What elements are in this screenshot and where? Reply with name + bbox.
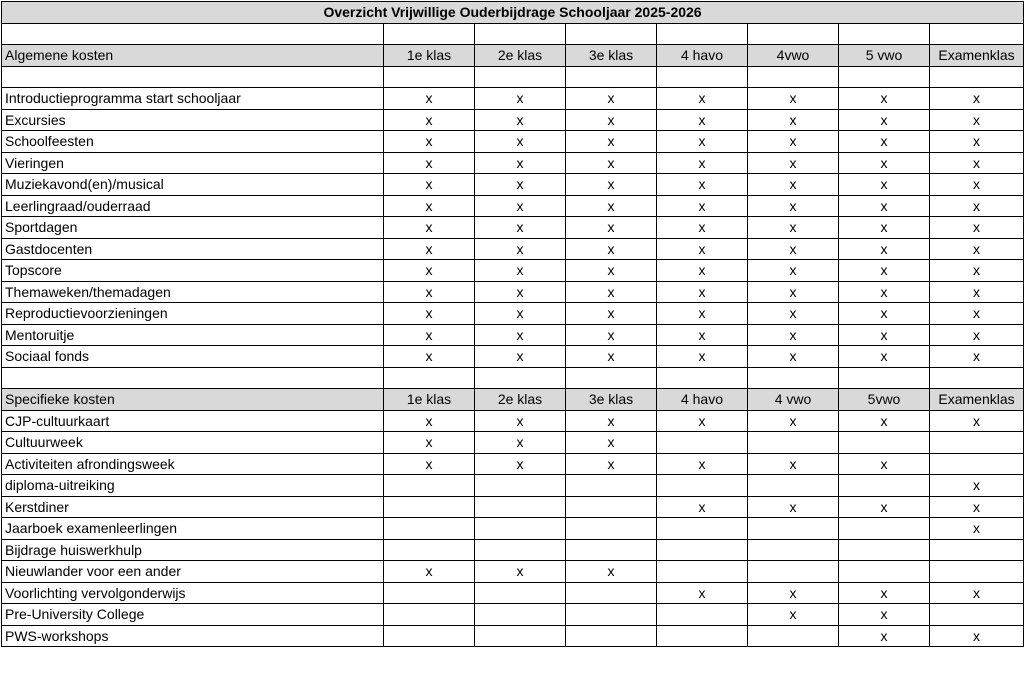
mark-cell[interactable]: x	[657, 88, 748, 110]
mark-cell[interactable]	[475, 496, 566, 518]
mark-cell[interactable]: x	[566, 131, 657, 153]
column-header[interactable]: 4vwo	[748, 45, 839, 67]
mark-cell[interactable]: x	[566, 346, 657, 368]
table-row	[2, 195, 1024, 217]
column-header[interactable]: 2e klas	[475, 45, 566, 67]
empty-cell[interactable]	[384, 66, 475, 88]
mark-cell[interactable]: x	[930, 496, 1024, 518]
mark-cell[interactable]: x	[748, 303, 839, 325]
mark-cell[interactable]: x	[839, 625, 930, 647]
column-header[interactable]: 3e klas	[566, 45, 657, 67]
mark-cell[interactable]: x	[475, 561, 566, 583]
mark-cell[interactable]: x	[384, 195, 475, 217]
row-label[interactable]: Leerlingraad/ouderraad	[2, 195, 384, 217]
mark-cell[interactable]: x	[748, 453, 839, 475]
mark-cell[interactable]	[839, 475, 930, 497]
mark-cell[interactable]: x	[566, 324, 657, 346]
mark-cell[interactable]: x	[384, 152, 475, 174]
mark-cell[interactable]: x	[475, 324, 566, 346]
table-row	[2, 561, 1024, 583]
blank-row	[2, 367, 1024, 389]
table-row	[2, 281, 1024, 303]
mark-cell[interactable]: x	[930, 260, 1024, 282]
mark-cell[interactable]: x	[384, 281, 475, 303]
mark-cell[interactable]: x	[384, 174, 475, 196]
mark-cell[interactable]: x	[475, 260, 566, 282]
mark-cell[interactable]	[748, 561, 839, 583]
mark-cell[interactable]	[930, 539, 1024, 561]
table-row	[2, 109, 1024, 131]
row-label[interactable]: Cultuurweek	[2, 432, 384, 454]
section-heading[interactable]: Algemene kosten	[2, 45, 384, 67]
empty-cell[interactable]	[748, 66, 839, 88]
mark-cell[interactable]: x	[657, 324, 748, 346]
mark-cell[interactable]	[930, 453, 1024, 475]
mark-cell[interactable]: x	[475, 303, 566, 325]
mark-cell[interactable]: x	[657, 346, 748, 368]
mark-cell[interactable]: x	[657, 496, 748, 518]
mark-cell[interactable]	[657, 561, 748, 583]
mark-cell[interactable]: x	[657, 410, 748, 432]
mark-cell[interactable]: x	[839, 195, 930, 217]
row-label[interactable]: Vieringen	[2, 152, 384, 174]
mark-cell[interactable]	[930, 604, 1024, 626]
mark-cell[interactable]: x	[384, 410, 475, 432]
mark-cell[interactable]: x	[748, 281, 839, 303]
mark-cell[interactable]: x	[748, 152, 839, 174]
mark-cell[interactable]: x	[748, 238, 839, 260]
mark-cell[interactable]: x	[930, 238, 1024, 260]
table-row	[2, 453, 1024, 475]
mark-cell[interactable]: x	[930, 625, 1024, 647]
mark-cell[interactable]	[566, 625, 657, 647]
empty-cell[interactable]	[475, 66, 566, 88]
mark-cell[interactable]: x	[475, 109, 566, 131]
mark-cell[interactable]: x	[748, 604, 839, 626]
empty-cell[interactable]	[384, 23, 475, 45]
row-label[interactable]: Voorlichting vervolgonderwijs	[2, 582, 384, 604]
mark-cell[interactable]: x	[566, 453, 657, 475]
mark-cell[interactable]	[384, 604, 475, 626]
mark-cell[interactable]: x	[839, 410, 930, 432]
mark-cell[interactable]: x	[930, 88, 1024, 110]
mark-cell[interactable]: x	[475, 432, 566, 454]
column-header[interactable]: Examenklas	[930, 45, 1024, 67]
mark-cell[interactable]	[566, 496, 657, 518]
mark-cell[interactable]: x	[839, 496, 930, 518]
mark-cell[interactable]	[748, 625, 839, 647]
row-label[interactable]: Reproductievoorzieningen	[2, 303, 384, 325]
mark-cell[interactable]: x	[475, 281, 566, 303]
column-header[interactable]: 2e klas	[475, 389, 566, 411]
empty-cell[interactable]	[2, 367, 384, 389]
mark-cell[interactable]	[566, 475, 657, 497]
mark-cell[interactable]: x	[566, 195, 657, 217]
mark-cell[interactable]	[657, 604, 748, 626]
mark-cell[interactable]	[748, 432, 839, 454]
section-header-row	[2, 389, 1024, 411]
mark-cell[interactable]: x	[839, 174, 930, 196]
row-label[interactable]: Mentoruitje	[2, 324, 384, 346]
empty-cell[interactable]	[384, 367, 475, 389]
mark-cell[interactable]	[657, 432, 748, 454]
mark-cell[interactable]: x	[657, 260, 748, 282]
mark-cell[interactable]: x	[657, 582, 748, 604]
mark-cell[interactable]: x	[566, 109, 657, 131]
mark-cell[interactable]	[384, 582, 475, 604]
table-row	[2, 582, 1024, 604]
mark-cell[interactable]: x	[748, 324, 839, 346]
table-row	[2, 324, 1024, 346]
mark-cell[interactable]: x	[930, 303, 1024, 325]
mark-cell[interactable]	[384, 496, 475, 518]
mark-cell[interactable]: x	[839, 109, 930, 131]
mark-cell[interactable]: x	[657, 281, 748, 303]
empty-cell[interactable]	[930, 66, 1024, 88]
mark-cell[interactable]	[657, 625, 748, 647]
mark-cell[interactable]: x	[475, 131, 566, 153]
column-header[interactable]: 1e klas	[384, 389, 475, 411]
mark-cell[interactable]: x	[475, 88, 566, 110]
mark-cell[interactable]	[657, 539, 748, 561]
row-label[interactable]: Muziekavond(en)/musical	[2, 174, 384, 196]
mark-cell[interactable]: x	[839, 260, 930, 282]
blank-row	[2, 23, 1024, 45]
mark-cell[interactable]: x	[566, 238, 657, 260]
mark-cell[interactable]: x	[657, 238, 748, 260]
mark-cell[interactable]: x	[930, 582, 1024, 604]
row-label[interactable]: Themaweken/themadagen	[2, 281, 384, 303]
row-label[interactable]: Introductieprogramma start schooljaar	[2, 88, 384, 110]
mark-cell[interactable]	[566, 604, 657, 626]
mark-cell[interactable]: x	[384, 131, 475, 153]
mark-cell[interactable]: x	[839, 324, 930, 346]
mark-cell[interactable]	[657, 518, 748, 540]
mark-cell[interactable]: x	[566, 152, 657, 174]
column-header[interactable]: 5vwo	[839, 389, 930, 411]
column-header[interactable]: 1e klas	[384, 45, 475, 67]
mark-cell[interactable]: x	[839, 604, 930, 626]
mark-cell[interactable]: x	[657, 195, 748, 217]
empty-cell[interactable]	[566, 66, 657, 88]
table-row	[2, 217, 1024, 239]
table-row	[2, 432, 1024, 454]
mark-cell[interactable]: x	[384, 453, 475, 475]
row-label[interactable]: Topscore	[2, 260, 384, 282]
mark-cell[interactable]: x	[384, 217, 475, 239]
mark-cell[interactable]: x	[748, 174, 839, 196]
column-header[interactable]: 4 havo	[657, 45, 748, 67]
row-label[interactable]: Jaarboek examenleerlingen	[2, 518, 384, 540]
empty-cell[interactable]	[2, 66, 384, 88]
mark-cell[interactable]: x	[930, 324, 1024, 346]
row-label[interactable]: Kerstdiner	[2, 496, 384, 518]
mark-cell[interactable]: x	[657, 174, 748, 196]
empty-cell[interactable]	[930, 23, 1024, 45]
mark-cell[interactable]	[475, 518, 566, 540]
mark-cell[interactable]: x	[930, 195, 1024, 217]
column-header[interactable]: 5 vwo	[839, 45, 930, 67]
row-label[interactable]: Schoolfeesten	[2, 131, 384, 153]
row-label[interactable]: Activiteiten afrondingsweek	[2, 453, 384, 475]
table-row	[2, 152, 1024, 174]
table-row	[2, 346, 1024, 368]
mark-cell[interactable]: x	[475, 410, 566, 432]
mark-cell[interactable]: x	[839, 217, 930, 239]
table-row	[2, 518, 1024, 540]
mark-cell[interactable]: x	[657, 109, 748, 131]
mark-cell[interactable]	[475, 475, 566, 497]
mark-cell[interactable]: x	[839, 582, 930, 604]
mark-cell[interactable]: x	[566, 217, 657, 239]
table-row	[2, 238, 1024, 260]
empty-cell[interactable]	[839, 66, 930, 88]
row-label[interactable]: Excursies	[2, 109, 384, 131]
mark-cell[interactable]: x	[384, 88, 475, 110]
mark-cell[interactable]: x	[930, 109, 1024, 131]
table-row	[2, 539, 1024, 561]
mark-cell[interactable]	[475, 582, 566, 604]
empty-cell[interactable]	[748, 23, 839, 45]
mark-cell[interactable]: x	[475, 453, 566, 475]
mark-cell[interactable]: x	[566, 561, 657, 583]
mark-cell[interactable]: x	[566, 410, 657, 432]
mark-cell[interactable]: x	[475, 195, 566, 217]
table-row	[2, 604, 1024, 626]
mark-cell[interactable]	[930, 432, 1024, 454]
empty-cell[interactable]	[2, 23, 384, 45]
mark-cell[interactable]: x	[930, 281, 1024, 303]
mark-cell[interactable]	[384, 539, 475, 561]
empty-cell[interactable]	[839, 23, 930, 45]
empty-cell[interactable]	[657, 367, 748, 389]
mark-cell[interactable]: x	[384, 324, 475, 346]
row-label[interactable]: diploma-uitreiking	[2, 475, 384, 497]
empty-cell[interactable]	[475, 367, 566, 389]
mark-cell[interactable]	[566, 539, 657, 561]
mark-cell[interactable]: x	[475, 152, 566, 174]
mark-cell[interactable]: x	[748, 217, 839, 239]
mark-cell[interactable]: x	[748, 496, 839, 518]
mark-cell[interactable]: x	[748, 260, 839, 282]
mark-cell[interactable]: x	[475, 238, 566, 260]
column-header[interactable]: 4 havo	[657, 389, 748, 411]
mark-cell[interactable]: x	[566, 260, 657, 282]
mark-cell[interactable]: x	[657, 152, 748, 174]
mark-cell[interactable]: x	[384, 303, 475, 325]
mark-cell[interactable]: x	[384, 238, 475, 260]
column-header[interactable]: Examenklas	[930, 389, 1024, 411]
column-header[interactable]: 4 vwo	[748, 389, 839, 411]
table-row	[2, 496, 1024, 518]
mark-cell[interactable]: x	[566, 432, 657, 454]
mark-cell[interactable]	[566, 518, 657, 540]
table-body	[2, 2, 1024, 647]
table-row	[2, 410, 1024, 432]
row-label[interactable]: Bijdrage huiswerkhulp	[2, 539, 384, 561]
mark-cell[interactable]: x	[748, 195, 839, 217]
mark-cell[interactable]	[384, 625, 475, 647]
mark-cell[interactable]: x	[657, 303, 748, 325]
mark-cell[interactable]: x	[566, 281, 657, 303]
empty-cell[interactable]	[475, 23, 566, 45]
mark-cell[interactable]: x	[384, 561, 475, 583]
mark-cell[interactable]: x	[384, 432, 475, 454]
mark-cell[interactable]: x	[748, 582, 839, 604]
mark-cell[interactable]: x	[839, 88, 930, 110]
mark-cell[interactable]: x	[566, 174, 657, 196]
mark-cell[interactable]: x	[930, 475, 1024, 497]
mark-cell[interactable]	[748, 539, 839, 561]
mark-cell[interactable]: x	[475, 174, 566, 196]
mark-cell[interactable]: x	[475, 217, 566, 239]
row-label[interactable]: PWS-workshops	[2, 625, 384, 647]
empty-cell[interactable]	[839, 367, 930, 389]
section-heading[interactable]: Specifieke kosten	[2, 389, 384, 411]
mark-cell[interactable]: x	[839, 303, 930, 325]
mark-cell[interactable]: x	[930, 217, 1024, 239]
empty-cell[interactable]	[566, 367, 657, 389]
table-row	[2, 131, 1024, 153]
row-label[interactable]: Sportdagen	[2, 217, 384, 239]
mark-cell[interactable]: x	[930, 131, 1024, 153]
row-label[interactable]: Pre-University College	[2, 604, 384, 626]
column-header[interactable]: 3e klas	[566, 389, 657, 411]
row-label[interactable]: CJP-cultuurkaart	[2, 410, 384, 432]
empty-cell[interactable]	[566, 23, 657, 45]
mark-cell[interactable]: x	[657, 131, 748, 153]
row-label[interactable]: Sociaal fonds	[2, 346, 384, 368]
mark-cell[interactable]: x	[475, 346, 566, 368]
mark-cell[interactable]: x	[930, 152, 1024, 174]
mark-cell[interactable]: x	[566, 303, 657, 325]
section-header-row	[2, 45, 1024, 67]
row-label[interactable]: Gastdocenten	[2, 238, 384, 260]
title-row	[2, 2, 1024, 24]
mark-cell[interactable]	[839, 539, 930, 561]
table-row	[2, 303, 1024, 325]
mark-cell[interactable]	[384, 518, 475, 540]
empty-cell[interactable]	[657, 23, 748, 45]
mark-cell[interactable]: x	[748, 131, 839, 153]
mark-cell[interactable]: x	[748, 88, 839, 110]
mark-cell[interactable]: x	[930, 518, 1024, 540]
mark-cell[interactable]: x	[748, 410, 839, 432]
mark-cell[interactable]: x	[384, 260, 475, 282]
mark-cell[interactable]: x	[748, 346, 839, 368]
mark-cell[interactable]: x	[930, 346, 1024, 368]
mark-cell[interactable]: x	[384, 109, 475, 131]
mark-cell[interactable]	[657, 475, 748, 497]
table-row	[2, 174, 1024, 196]
table-row	[2, 260, 1024, 282]
mark-cell[interactable]	[748, 518, 839, 540]
mark-cell[interactable]: x	[930, 410, 1024, 432]
mark-cell[interactable]: x	[839, 152, 930, 174]
mark-cell[interactable]	[384, 475, 475, 497]
empty-cell[interactable]	[657, 66, 748, 88]
mark-cell[interactable]: x	[657, 453, 748, 475]
mark-cell[interactable]	[475, 604, 566, 626]
empty-cell[interactable]	[930, 367, 1024, 389]
mark-cell[interactable]: x	[839, 131, 930, 153]
empty-cell[interactable]	[748, 367, 839, 389]
mark-cell[interactable]: x	[839, 281, 930, 303]
mark-cell[interactable]: x	[748, 109, 839, 131]
table-row	[2, 88, 1024, 110]
mark-cell[interactable]	[930, 561, 1024, 583]
mark-cell[interactable]	[748, 475, 839, 497]
mark-cell[interactable]: x	[657, 217, 748, 239]
mark-cell[interactable]: x	[384, 346, 475, 368]
row-label[interactable]: Nieuwlander voor een ander	[2, 561, 384, 583]
mark-cell[interactable]	[839, 518, 930, 540]
mark-cell[interactable]	[566, 582, 657, 604]
mark-cell[interactable]: x	[566, 88, 657, 110]
mark-cell[interactable]	[475, 625, 566, 647]
table-title[interactable]: Overzicht Vrijwillige Ouderbijdrage Schooljaar 2025-2026	[2, 2, 1024, 24]
table-row	[2, 625, 1024, 647]
mark-cell[interactable]: x	[839, 238, 930, 260]
mark-cell[interactable]: x	[839, 453, 930, 475]
mark-cell[interactable]	[475, 539, 566, 561]
mark-cell[interactable]	[839, 561, 930, 583]
mark-cell[interactable]	[839, 432, 930, 454]
contribution-table	[1, 1, 1024, 647]
mark-cell[interactable]: x	[930, 174, 1024, 196]
mark-cell[interactable]: x	[839, 346, 930, 368]
blank-row	[2, 66, 1024, 88]
table-row	[2, 475, 1024, 497]
